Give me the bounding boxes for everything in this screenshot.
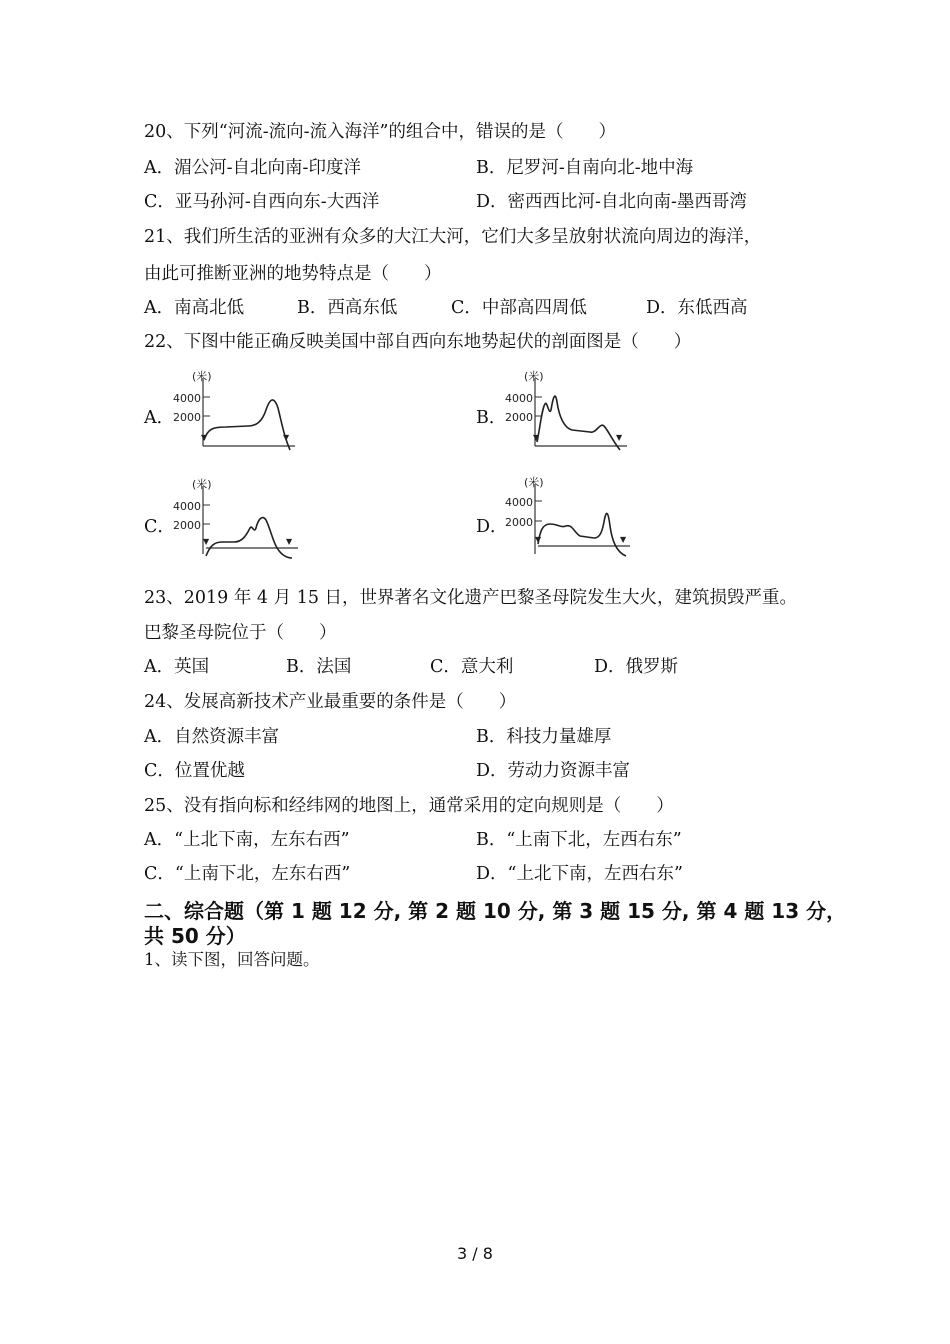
tick-4000: 4000 bbox=[505, 392, 533, 405]
q21-option-d: D．东低西高 bbox=[646, 298, 748, 318]
q24-option-c: C．位置优越 bbox=[144, 761, 245, 781]
terrain-profile-line bbox=[537, 396, 620, 450]
q22-stem: 22、下图中能正确反映美国中部自西向东地势起伏的剖面图是（ ） bbox=[144, 332, 692, 352]
section2-heading-line2: 共 50 分） bbox=[144, 924, 246, 948]
q24-stem: 24、发展高新技术产业最重要的条件是（ ） bbox=[144, 692, 517, 712]
q20-option-a: A．湄公河-自北向南-印度洋 bbox=[144, 158, 361, 178]
unit-label: (米) bbox=[192, 478, 212, 491]
terrain-profile-line bbox=[204, 400, 290, 450]
q22-label-b: B． bbox=[476, 408, 507, 428]
east-marker: ▼ bbox=[616, 433, 623, 442]
q21-option-c: C．中部高四周低 bbox=[451, 298, 587, 318]
west-marker: ▼ bbox=[201, 433, 208, 442]
q25-option-d: D．“上北下南，左西右东” bbox=[476, 864, 683, 884]
q22-label-c: C． bbox=[144, 517, 175, 537]
q23-option-b: B．法国 bbox=[286, 657, 352, 677]
q20-option-c: C．亚马孙河-自西向东-大西洋 bbox=[144, 192, 380, 212]
q21-option-b: B．西高东低 bbox=[297, 298, 398, 318]
tick-2000: 2000 bbox=[173, 411, 201, 424]
q23-option-d: D．俄罗斯 bbox=[594, 657, 679, 677]
section2-heading-line1: 二、综合题（第 1 题 12 分, 第 2 题 10 分, 第 3 题 15 分, 第 4 题 13 分， bbox=[144, 899, 847, 923]
q23-stem-line1: 23、2019 年 4 月 15 日，世界著名文化遗产巴黎圣母院发生大火，建筑损毁严重。 bbox=[144, 588, 798, 608]
q22-label-d: D． bbox=[476, 517, 508, 537]
tick-4000: 4000 bbox=[173, 392, 201, 405]
q25-stem: 25、没有指向标和经纬网的地图上，通常采用的定向规则是（ ） bbox=[144, 796, 674, 816]
q23-option-c: C．意大利 bbox=[430, 657, 514, 677]
east-marker: ▼ bbox=[283, 433, 290, 442]
profile-chart-a bbox=[170, 368, 305, 454]
unit-label: (米) bbox=[524, 476, 544, 489]
q20-option-d: D．密西西比河-自北向南-墨西哥湾 bbox=[476, 192, 747, 212]
q24-option-d: D．劳动力资源丰富 bbox=[476, 761, 631, 781]
section2-q1-stem: 1、读下图，回答问题。 bbox=[144, 950, 320, 969]
tick-2000: 2000 bbox=[505, 516, 533, 529]
q25-option-a: A．“上北下南，左东右西” bbox=[144, 830, 350, 850]
q22-label-a: A． bbox=[144, 408, 175, 428]
q24-option-a: A．自然资源丰富 bbox=[144, 727, 280, 747]
q25-option-c: C．“上南下北，左东右西” bbox=[144, 864, 351, 884]
tick-4000: 4000 bbox=[505, 496, 533, 509]
west-marker: ▼ bbox=[535, 535, 542, 544]
q21-stem-line1: 21、我们所生活的亚洲有众多的大江大河，它们大多呈放射状流向周边的海洋， bbox=[144, 227, 762, 247]
tick-2000: 2000 bbox=[173, 519, 201, 532]
profile-chart-b bbox=[502, 368, 637, 454]
tick-2000: 2000 bbox=[505, 411, 533, 424]
q23-stem-line2: 巴黎圣母院位于（ ） bbox=[144, 623, 337, 643]
q20-option-b: B．尼罗河-自南向北-地中海 bbox=[476, 158, 694, 178]
q23-option-a: A．英国 bbox=[144, 657, 210, 677]
page-number: 3 / 8 bbox=[457, 1244, 493, 1263]
unit-label: (米) bbox=[524, 370, 544, 383]
profile-chart-c bbox=[170, 476, 305, 562]
east-marker: ▼ bbox=[620, 535, 627, 544]
east-marker: ▼ bbox=[286, 537, 293, 546]
terrain-profile-line bbox=[538, 513, 626, 556]
west-marker: ▼ bbox=[203, 537, 210, 546]
tick-4000: 4000 bbox=[173, 500, 201, 513]
terrain-profile-line bbox=[206, 518, 292, 558]
q24-option-b: B．科技力量雄厚 bbox=[476, 727, 612, 747]
west-marker: ▼ bbox=[533, 433, 540, 442]
q20-stem: 20、下列“河流-流向-流入海洋”的组合中，错误的是（ ） bbox=[144, 122, 616, 142]
profile-chart-d bbox=[502, 472, 637, 562]
unit-label: (米) bbox=[192, 370, 212, 383]
q21-stem-line2: 由此可推断亚洲的地势特点是（ ） bbox=[144, 264, 442, 284]
q21-option-a: A．南高北低 bbox=[144, 298, 245, 318]
q25-option-b: B．“上南下北，左西右东” bbox=[476, 830, 682, 850]
